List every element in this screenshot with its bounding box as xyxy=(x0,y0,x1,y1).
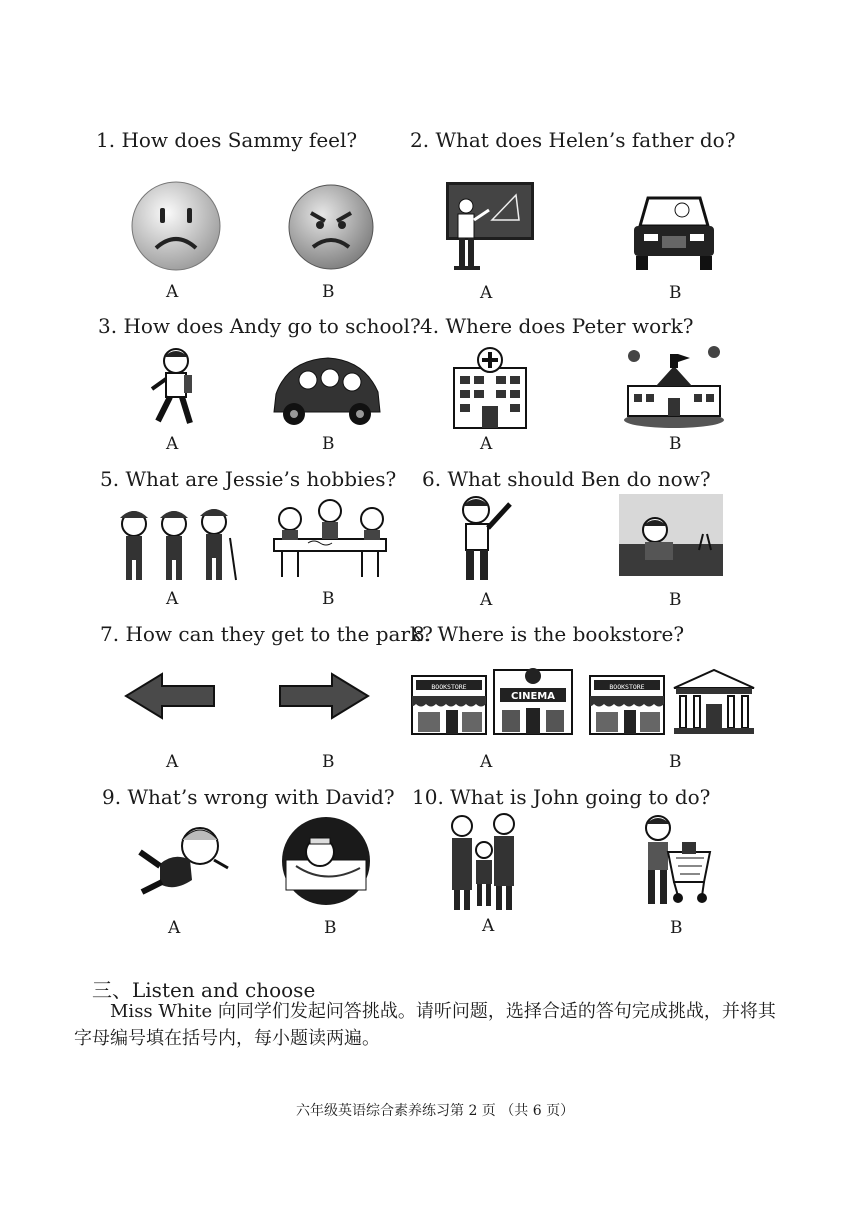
sad-face-icon xyxy=(130,180,222,272)
page-footer: 六年级英语综合素养练习第 2 页 （共 6 页） xyxy=(296,1103,575,1119)
boy-shopping-cart-icon xyxy=(636,812,714,912)
question-1: 1. How does Sammy feel? xyxy=(96,128,358,152)
arrow-right-icon xyxy=(278,672,370,720)
section-3-instruction-line1: Miss White 向同学们发起问答挑战。请听问题，选择合适的答句完成挑战，并将其 xyxy=(110,1001,776,1022)
option-8b: B xyxy=(669,752,682,772)
hospital-icon xyxy=(444,344,536,430)
question-4: 4. Where does Peter work? xyxy=(420,314,694,338)
option-2a: A xyxy=(480,283,493,303)
option-7b: B xyxy=(322,752,335,772)
option-2b: B xyxy=(669,283,682,303)
family-group-icon xyxy=(446,812,524,912)
question-8: 8. Where is the bookstore? xyxy=(412,622,685,646)
option-8a: A xyxy=(480,752,493,772)
cinema-sign-label: CINEMA xyxy=(511,691,555,702)
option-3b: B xyxy=(322,434,335,454)
question-5: 5. What are Jessie’s hobbies? xyxy=(100,467,397,491)
kids-painting-icon xyxy=(268,497,392,581)
question-6: 6. What should Ben do now? xyxy=(422,467,711,491)
option-9a: A xyxy=(168,918,181,938)
boy-falling-icon xyxy=(134,816,232,900)
option-4b: B xyxy=(669,434,682,454)
walking-boy-icon xyxy=(144,345,204,429)
bookstore-sign-a-label: BOOKSTORE xyxy=(431,683,467,691)
family-car-icon xyxy=(268,350,386,428)
driver-car-icon xyxy=(630,186,718,274)
option-5b: B xyxy=(322,589,335,609)
teacher-blackboard-icon xyxy=(444,180,536,272)
option-6b: B xyxy=(669,590,682,610)
boy-sick-in-bed-icon xyxy=(276,816,376,906)
school-icon xyxy=(620,342,728,430)
question-7: 7. How can they get to the park? xyxy=(100,622,433,646)
option-6a: A xyxy=(480,590,493,610)
question-9: 9. What’s wrong with David? xyxy=(102,785,395,809)
option-9b: B xyxy=(324,918,337,938)
boy-raising-hand-icon xyxy=(452,492,516,584)
section-3-title: 三、Listen and choose xyxy=(92,978,316,1002)
option-5a: A xyxy=(166,589,179,609)
option-7a: A xyxy=(166,752,179,772)
hiking-kids-icon xyxy=(110,502,242,582)
option-4a: A xyxy=(480,434,493,454)
option-3a: A xyxy=(166,434,179,454)
option-10a: A xyxy=(482,916,495,936)
arrow-left-icon xyxy=(124,672,216,720)
angry-face-icon xyxy=(287,183,375,271)
option-1a: A xyxy=(166,282,179,302)
boy-at-sunset-icon xyxy=(619,494,723,576)
question-10: 10. What is John going to do? xyxy=(412,785,711,809)
section-3-instruction-line2: 字母编号填在括号内，每小题读两遍。 xyxy=(74,1028,380,1049)
bookstore-and-museum-icon xyxy=(586,666,758,736)
bookstore-sign-b-label: BOOKSTORE xyxy=(609,683,645,691)
option-1b: B xyxy=(322,282,335,302)
option-10b: B xyxy=(670,918,683,938)
question-2: 2. What does Helen’s father do? xyxy=(410,128,736,152)
question-3: 3. How does Andy go to school? xyxy=(98,314,421,338)
